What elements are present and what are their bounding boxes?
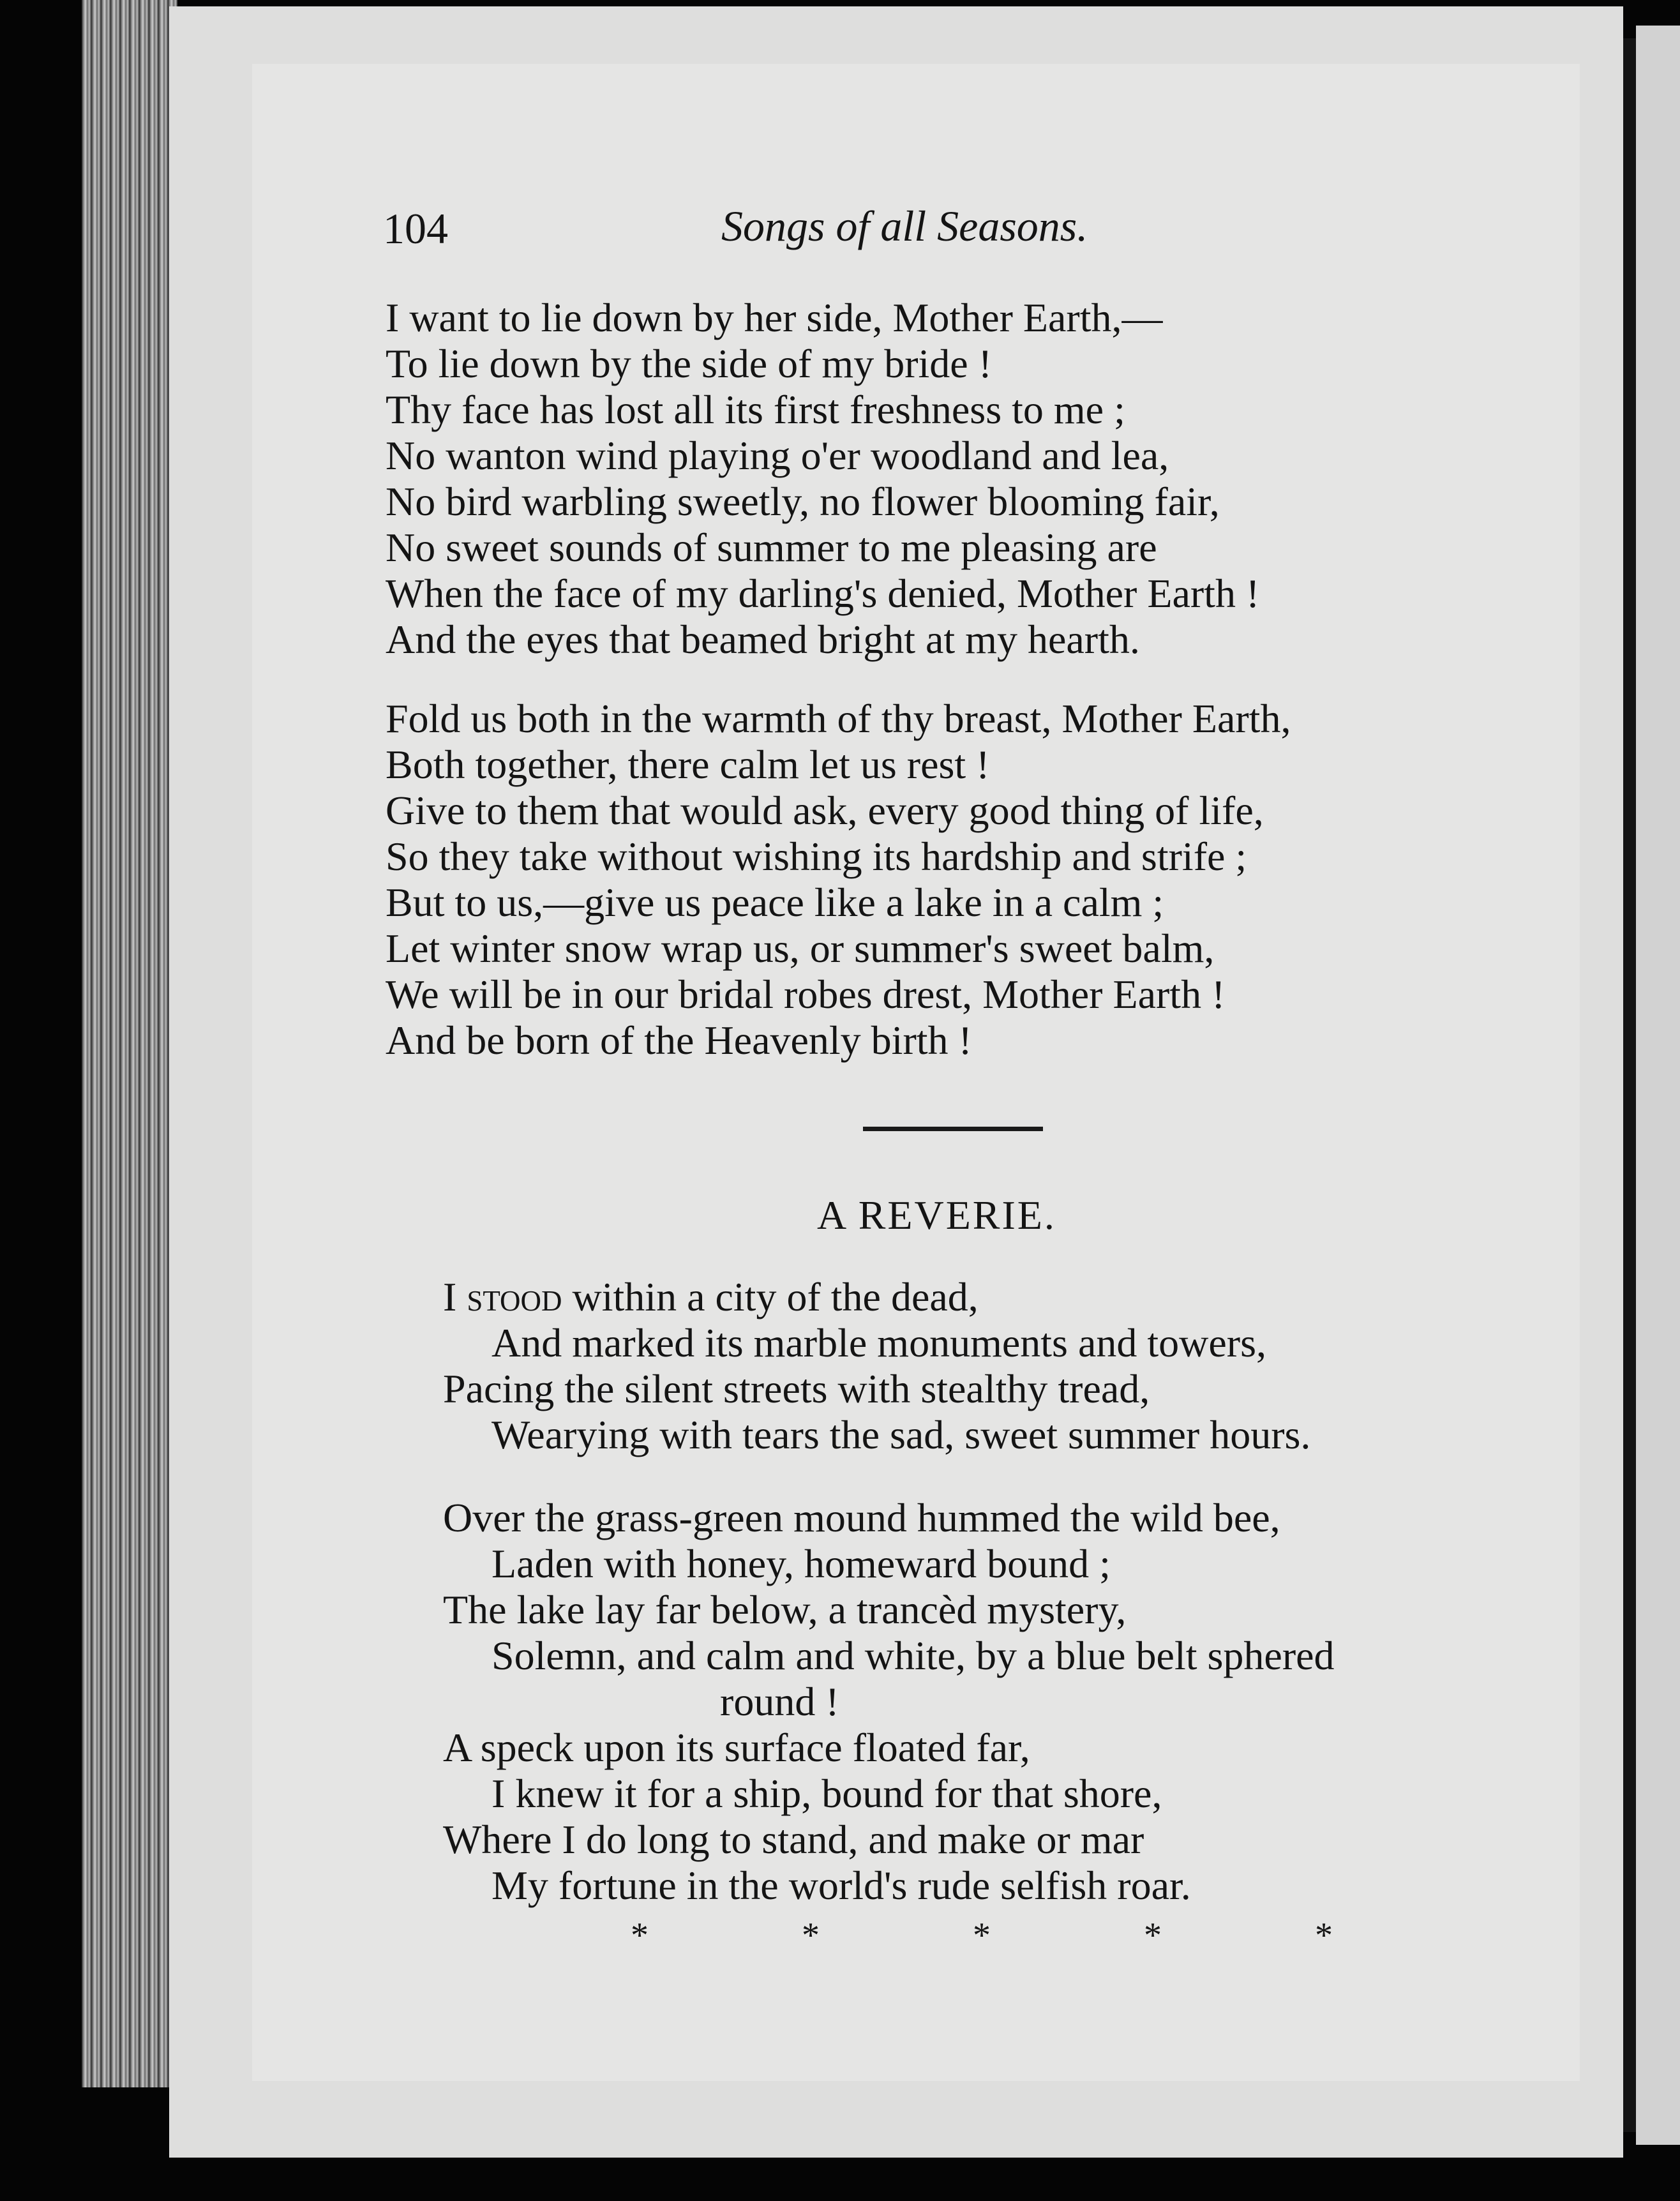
poem-line: The lake lay far below, a trancèd mystery, <box>443 1587 1127 1632</box>
poem-line: But to us,—give us peace like a lake in a calm ; <box>386 880 1164 925</box>
poem-line: No wanton wind playing o'er woodland and lea, <box>386 433 1169 478</box>
poem-line: And the eyes that beamed bright at my hearth. <box>386 617 1140 662</box>
poem-line: Give to them that would ask, every good thing of life, <box>386 788 1264 833</box>
poem-line: No sweet sounds of summer to me pleasing are <box>386 525 1157 570</box>
poem-two-stanza-two <box>443 1495 1335 1909</box>
asterisk-icon: * <box>631 1916 649 1955</box>
poem-line: Let winter snow wrap us, or summer's sweet balm, <box>386 926 1215 971</box>
poem-line: So they take without wishing its hardship and strife ; <box>386 834 1247 879</box>
poem-line: Both together, there calm let us rest ! <box>386 742 990 787</box>
poem-line: When the face of my darling's denied, Mother Earth ! <box>386 571 1260 616</box>
poem-line: I knew it for a ship, bound for that shore, <box>491 1771 1162 1816</box>
first-word-smallcaps: stood <box>467 1274 562 1319</box>
poem-line-continuation: round ! <box>720 1679 839 1724</box>
poem-line: My fortune in the world's rude selfish roar. <box>491 1863 1191 1908</box>
first-line-rest: within a city of the dead, <box>562 1274 979 1319</box>
poem-line: We will be in our bridal robes drest, Mother Earth ! <box>386 972 1226 1017</box>
section-divider-rule <box>863 1127 1043 1131</box>
asterisk-icon: * <box>973 1916 991 1955</box>
poem-line: A speck upon its surface floated far, <box>443 1725 1030 1770</box>
poem-line: Over the grass-green mound hummed the wild bee, <box>443 1495 1280 1540</box>
book-page-edges <box>82 0 177 2087</box>
asterisk-icon: * <box>1315 1916 1333 1955</box>
poem-line: To lie down by the side of my bride ! <box>386 341 992 386</box>
first-word: I <box>443 1274 457 1319</box>
poem-line: Where I do long to stand, and make or mar <box>443 1817 1144 1862</box>
running-title: Songs of all Seasons. <box>721 202 1088 250</box>
poem-one-stanza-one <box>386 295 1259 663</box>
poem-line: And be born of the Heavenly birth ! <box>386 1018 972 1063</box>
asterisk-ornament <box>631 1916 1333 1955</box>
poem-line: Laden with honey, homeward bound ; <box>491 1541 1111 1586</box>
facing-page-edge <box>1636 26 1680 2145</box>
poem-line: Thy face has lost all its first freshness to me ; <box>386 387 1125 432</box>
poem-one-stanza-two <box>386 696 1291 1063</box>
poem-line: No bird warbling sweetly, no flower blooming fair, <box>386 479 1220 524</box>
poem-line: Wearying with tears the sad, sweet summer hours. <box>491 1412 1311 1457</box>
poem-line: Fold us both in the warmth of thy breast, Mother Earth, <box>386 696 1291 741</box>
poem-line: Solemn, and calm and white, by a blue belt sphered <box>491 1633 1335 1678</box>
asterisk-icon: * <box>1144 1916 1162 1955</box>
poem-two-stanza-one <box>443 1274 1310 1458</box>
poem-line: I want to lie down by her side, Mother Earth,— <box>386 295 1163 340</box>
page-number: 104 <box>383 204 448 253</box>
asterisk-icon: * <box>802 1916 820 1955</box>
book-gutter <box>1623 38 1636 2132</box>
poem-line: And marked its marble monuments and towers, <box>491 1320 1266 1365</box>
poem-first-line <box>443 1274 1310 1320</box>
poem-title: A REVERIE. <box>817 1192 1056 1238</box>
poem-line: Pacing the silent streets with stealthy tread, <box>443 1366 1150 1411</box>
